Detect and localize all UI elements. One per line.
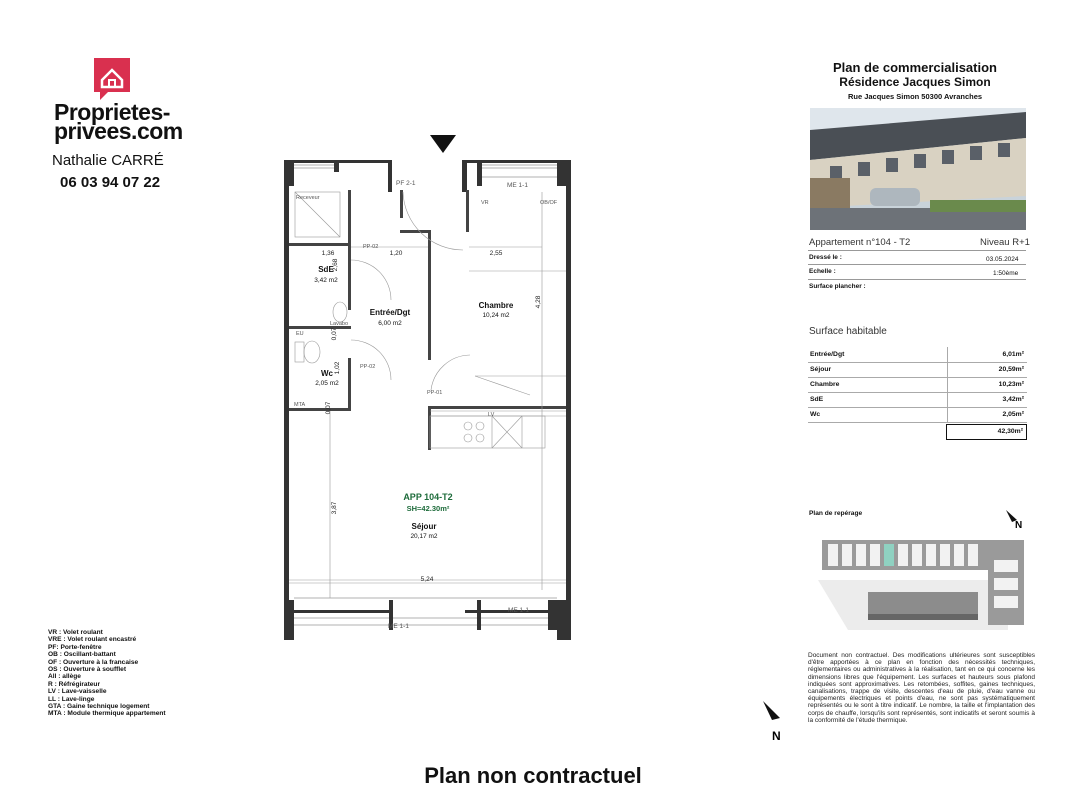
brand-logo-icon <box>92 56 132 102</box>
room-wc-area: 2,05 m2 <box>315 380 339 387</box>
reperage-title: Plan de repérage <box>809 510 863 517</box>
north-arrow-icon <box>760 698 790 744</box>
brand-name-line2: privees.com <box>54 118 183 144</box>
tag-me11-bottom-left: ME 1-1 <box>388 623 409 630</box>
entry-arrow-icon <box>430 135 456 153</box>
surface-total: 42,30m² <box>946 424 1027 440</box>
legend-item: LL : Lave-linge <box>48 695 95 703</box>
legend-item: GTA : Gaine technique logement <box>48 703 150 711</box>
room-wc-name: Wc <box>321 369 333 378</box>
plan-windows <box>294 165 557 625</box>
dim-9: 1,02 <box>334 361 341 375</box>
apartment-level: Niveau R+1 <box>980 237 1030 248</box>
legend-item: MTA : Module thermique appartement <box>48 710 166 718</box>
tag-vr: VR <box>481 200 489 206</box>
agent-name: Nathalie CARRÉ <box>52 152 164 169</box>
tag-ob-of: OB/OF <box>540 200 558 206</box>
north-label-small: N <box>1015 520 1023 530</box>
reperage-map <box>808 530 1028 636</box>
surface-plancher-label: Surface plancher : <box>809 283 866 290</box>
panel-address: Rue Jacques Simon 50300 Avranches <box>847 92 983 101</box>
legend-item: LV : Lave-vaisselle <box>48 688 107 696</box>
surface-habitable-title: Surface habitable <box>809 326 887 337</box>
room-sde-area: 3,42 m2 <box>314 277 338 284</box>
echelle-value: 1:50ème <box>993 270 1019 277</box>
footer-title: Plan non contractuel <box>424 763 642 788</box>
tag-receveur: Receveur <box>296 195 320 201</box>
panel-residence: Résidence Jacques Simon <box>839 75 991 89</box>
legend <box>48 629 228 718</box>
legend-item: PF: Porte-fenêtre <box>48 643 102 651</box>
legend-item: OF : Ouverture à la francaise <box>48 658 139 666</box>
residence-photo <box>810 108 1026 230</box>
legend-item: R : Réfrégirateur <box>48 680 101 688</box>
north-arrow-small-icon <box>1004 508 1028 530</box>
dim-2: 1,20 <box>389 250 403 257</box>
tag-mta: MTA <box>294 402 306 408</box>
legend-item: VRE : Volet roulant encastré <box>48 636 137 644</box>
legend-item: All : allège <box>48 673 81 681</box>
app-surface: SH=42.30m² <box>406 504 450 513</box>
legend-item: OB : Oscillant-battant <box>48 651 116 659</box>
dim-6: 5,24 <box>420 576 434 583</box>
apartment-number: Appartement n°104 - T2 <box>809 237 911 248</box>
table-row: Séjour 20,59m² <box>808 362 1027 377</box>
disclaimer-text: Document non contractuel. Des modifications ultérieures sont susceptibles d'être apportées à ce plan en fonction des nécessités techniques, réglementaires ou administratives à la réalisation, tant en ce qui concerne les dimensions libres que l'équipement. Les surfaces et hauteurs sous plafond indiquées sont approximatives. Les retombées, soffites, gaines techniques, canalisations, trappe de visite, descentes d'eau de pluie, d'eau vanne ou équipements électriques et points d'eau, ne sont pas systématiquement représentés ou le sont à titre indicatif. Le nombre, la taille et l'implantation des corps de chauffe, lorsqu'ils sont représentés, sont indicatifs et seront soumis à la conformité de l'étude thermique. <box>808 652 1035 724</box>
dresse-value: 03.05.2024 <box>986 256 1019 263</box>
room-chambre-area: 10,24 m2 <box>482 312 510 319</box>
tag-pp01: PP-01 <box>427 390 443 396</box>
room-sde-name: SdE <box>318 265 334 274</box>
tag-eu: EU <box>296 331 304 337</box>
dim-5: 3,87 <box>331 501 338 515</box>
surface-table <box>808 347 1027 423</box>
app-label: APP 104-T2 <box>403 492 453 502</box>
floor-plan <box>270 130 590 650</box>
apartment-highlight <box>884 544 894 566</box>
tag-pp02-a: PP-02 <box>363 244 379 250</box>
room-sejour-area: 20,17 m2 <box>410 533 438 540</box>
legend-item: VR : Volet roulant <box>48 629 103 636</box>
tag-me11-bottom-right: ME 1-1 <box>508 607 529 614</box>
table-row: Chambre 10,23m² <box>808 377 1027 392</box>
agent-phone: 06 03 94 07 22 <box>60 174 161 191</box>
room-entree-area: 6,00 m2 <box>378 320 402 327</box>
brand-name-line1: Proprietes- <box>54 99 170 125</box>
dim-7: 2,68 <box>332 258 339 272</box>
echelle-label: Echelle : <box>809 268 836 275</box>
room-sejour-name: Séjour <box>411 522 437 531</box>
legend-item: OS : Ouverture à soufflet <box>48 666 127 674</box>
tag-pf21: PF 2-1 <box>396 180 416 187</box>
dim-1: 1,36 <box>321 250 335 257</box>
dim-10: 0,07 <box>325 401 332 415</box>
room-entree-name: Entrée/Dgt <box>369 308 411 317</box>
table-row: Wc 2,05m² <box>808 407 1027 422</box>
tag-lavabo: Lavabo <box>330 321 349 327</box>
dim-3: 2,55 <box>489 250 503 257</box>
tag-me11-top: ME 1-1 <box>507 182 528 189</box>
dim-4: 4,28 <box>535 295 542 309</box>
dim-8: 0,07 <box>331 327 338 341</box>
tag-lv: LV <box>488 412 495 418</box>
table-row: SdE 3,42m² <box>808 392 1027 407</box>
panel-title: Plan de commercialisation <box>832 60 997 75</box>
dresse-label: Dressé le : <box>809 254 842 261</box>
table-row: Entrée/Dgt 6,01m² <box>808 347 1027 362</box>
north-label: N <box>772 729 781 743</box>
tag-pp02-b: PP-02 <box>360 364 376 370</box>
room-chambre-name: Chambre <box>478 301 514 310</box>
